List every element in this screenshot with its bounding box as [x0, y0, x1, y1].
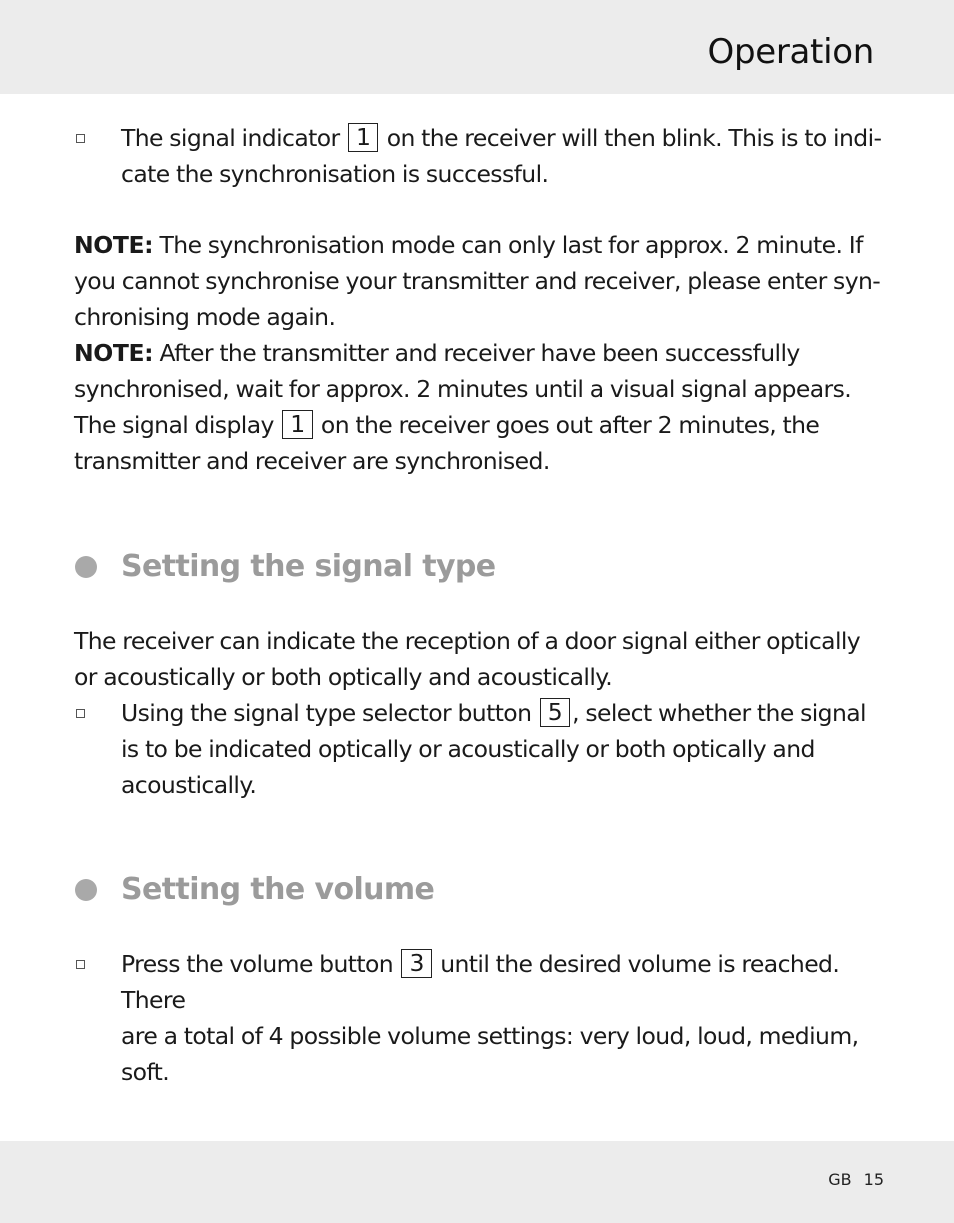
- text: The signal display: [74, 411, 274, 439]
- ref-number: 3: [401, 949, 431, 978]
- paragraph-signal-type: [74, 623, 894, 695]
- bullet-line: [121, 120, 894, 156]
- note-sync-mode: [74, 227, 894, 335]
- ref-number: 1: [282, 410, 312, 439]
- bullet-line: [121, 946, 894, 1018]
- note-visual-signal: [74, 335, 894, 479]
- note-line: [74, 407, 894, 443]
- bullet-signal-type-selector: [74, 695, 894, 803]
- section-heading-text: Setting the volume: [121, 872, 435, 907]
- bullet-line: is to be indicated optically or acoustically or both optically and: [121, 735, 815, 763]
- bullet-square-icon: [76, 134, 85, 143]
- text: The synchronisation mode can only last for approx. 2 minute. If: [159, 231, 863, 259]
- note-line: [74, 335, 894, 371]
- note-line: [74, 227, 894, 263]
- footer-band: [0, 1141, 954, 1223]
- bullet-line: are a total of 4 possible volume settings: very loud, loud, medium, soft.: [121, 1022, 859, 1086]
- ref-number: 5: [540, 698, 570, 727]
- text: on the receiver will then blink. This is to indi-: [386, 124, 882, 152]
- text: Press the volume button: [121, 950, 394, 978]
- text: Using the signal type selector button: [121, 699, 532, 727]
- bullet-signal-indicator: [74, 120, 894, 192]
- text: After the transmitter and receiver have been successfully: [159, 339, 800, 367]
- page-title: Operation: [707, 32, 874, 72]
- paragraph-line: The receiver can indicate the reception of a door signal either optically: [74, 627, 861, 655]
- text: The signal indicator: [121, 124, 340, 152]
- bullet-volume-button: [74, 946, 894, 1090]
- note-label: NOTE:: [74, 339, 154, 367]
- bullet-line: acoustically.: [121, 771, 257, 799]
- note-line: you cannot synchronise your transmitter and receiver, please enter syn-: [74, 267, 881, 295]
- text: , select whether the signal: [572, 699, 866, 727]
- footer-language: GB: [828, 1170, 852, 1189]
- section-heading-signal-type: [74, 545, 894, 589]
- text: until the desired volume is reached. There: [121, 950, 840, 1014]
- page-number: 15: [863, 1170, 884, 1189]
- note-line: transmitter and receiver are synchronised.: [74, 447, 550, 475]
- bullet-line: [121, 695, 894, 731]
- page-footer: [828, 1170, 884, 1190]
- ref-number: 1: [348, 123, 378, 152]
- bullet-line: cate the synchronisation is successful.: [121, 160, 549, 188]
- bullet-square-icon: [76, 709, 85, 718]
- note-line: chronising mode again.: [74, 303, 336, 331]
- bullet-dot-icon: [75, 879, 97, 901]
- paragraph-line: or acoustically or both optically and acoustically.: [74, 663, 613, 691]
- note-line: synchronised, wait for approx. 2 minutes until a visual signal appears.: [74, 375, 852, 403]
- note-label: NOTE:: [74, 231, 154, 259]
- section-heading-text: Setting the signal type: [121, 549, 496, 584]
- bullet-square-icon: [76, 960, 85, 969]
- bullet-dot-icon: [75, 556, 97, 578]
- section-heading-volume: [74, 868, 894, 912]
- text: on the receiver goes out after 2 minutes, the: [320, 411, 820, 439]
